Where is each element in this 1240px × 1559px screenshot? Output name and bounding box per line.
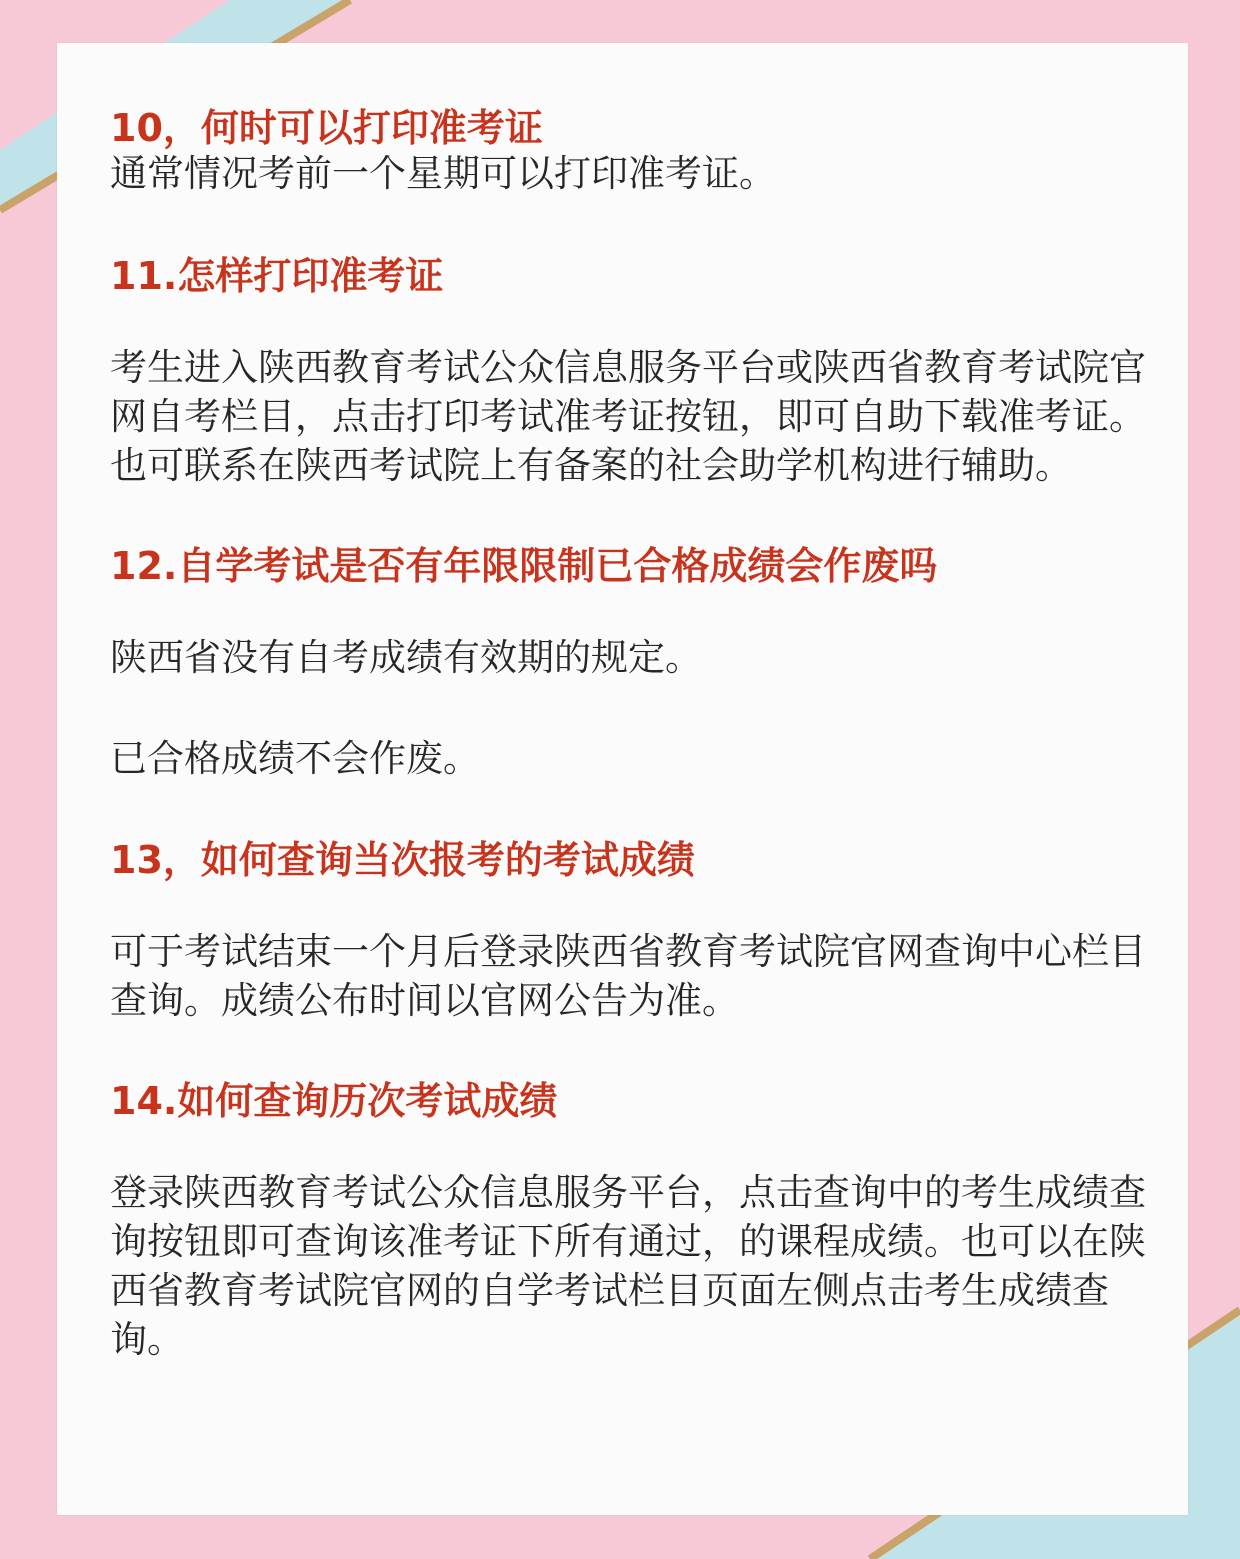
- faq-section-14: [110, 1072, 1150, 1364]
- faq-question: 10，何时可以打印准考证: [110, 106, 543, 150]
- faq-question: 14.如何查询历次考试成绩: [110, 1079, 558, 1123]
- faq-question: 13，如何查询当次报考的考试成绩: [110, 838, 695, 882]
- faq-section-12: [110, 537, 1150, 783]
- faq-question: 11.怎样打印准考证: [110, 254, 444, 298]
- faq-answer: 登录陕西教育考试公众信息服务平台，点击查询中的考生成绩查询按钮即可查询该准考证下所有通过，的课程成绩。也可以在陕西省教育考试院官网的自学考试栏目页面左侧点击考生成绩查询。: [110, 1171, 1146, 1361]
- faq-answer: 通常情况考前一个星期可以打印准考证。: [110, 152, 776, 195]
- faq-section-11: [110, 247, 1150, 490]
- faq-question: 12.自学考试是否有年限限制已合格成绩会作废吗: [110, 544, 938, 588]
- faq-answer: 可于考试结束一个月后登录陕西省教育考试院官网查询中心栏目查询。成绩公布时间以官网公告为准。: [110, 930, 1146, 1022]
- faq-section-10: [110, 99, 1150, 198]
- faq-content: [110, 99, 1150, 1364]
- faq-answer: 已合格成绩不会作废。: [110, 737, 480, 780]
- faq-section-13: [110, 831, 1150, 1025]
- content-card: [57, 43, 1188, 1515]
- faq-answer: 陕西省没有自考成绩有效期的规定。: [110, 636, 702, 679]
- faq-answer: 考生进入陕西教育考试公众信息服务平台或陕西省教育考试院官网自考栏目，点击打印考试准考证按钮，即可自助下载准考证。也可联系在陕西考试院上有备案的社会助学机构进行辅助。: [110, 346, 1146, 487]
